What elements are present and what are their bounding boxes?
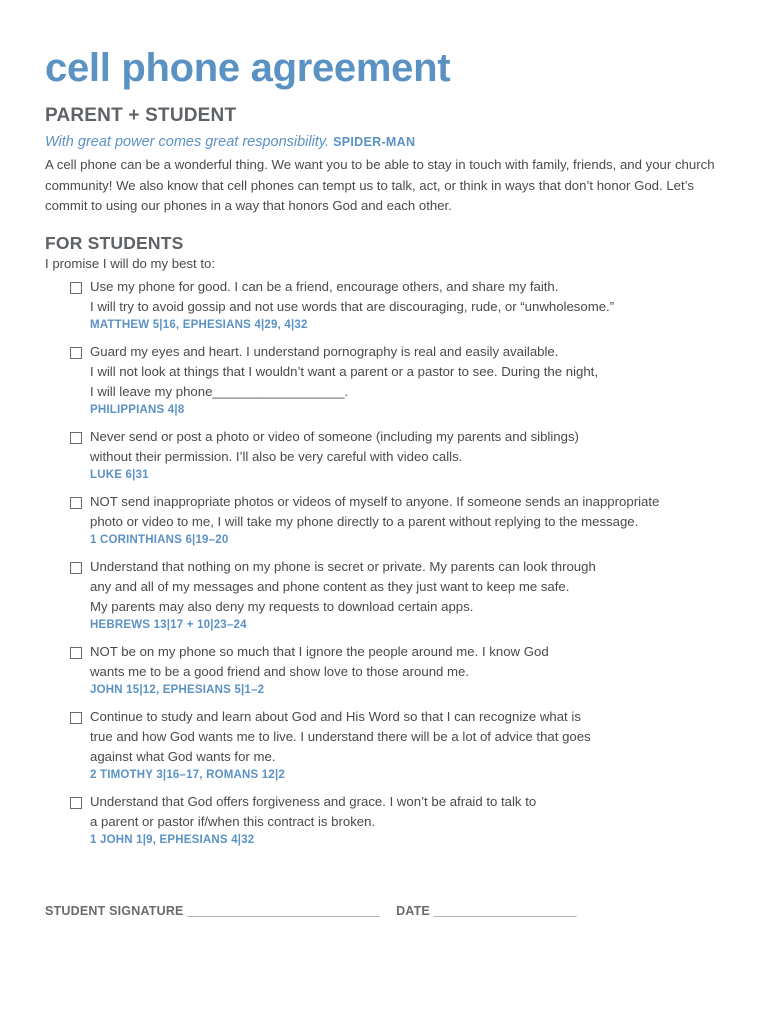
item-text: Use my phone for good. I can be a friend, encourage others, and share my faith. I will try to avoid gossip and not use words that are discouraging, rude, or “unwholesome.” — [90, 278, 615, 314]
item-text: NOT send inappropriate photos or videos of myself to anyone. If someone sends an inappropriate photo or video to me, I will take my phone directly to a parent without replying to the message. — [90, 493, 660, 529]
signature-line — [45, 904, 589, 918]
page-title: cell phone agreement — [45, 46, 451, 90]
checkbox[interactable] — [70, 497, 82, 509]
subtitle: PARENT + STUDENT — [45, 105, 237, 126]
section-title: FOR STUDENTS — [45, 232, 184, 253]
checklist-item — [45, 342, 735, 419]
item-text: Never send or post a photo or video of someone (including my parents and siblings) without their permission. I’ll also be very careful with video calls. — [90, 428, 579, 464]
checkbox[interactable] — [70, 432, 82, 444]
student-signature-field[interactable]: STUDENT SIGNATURE ___________________________ — [45, 904, 381, 918]
intro-paragraph: A cell phone can be a wonderful thing. We want you to be able to stay in touch with family, friends, and your church community! We also know that cell phones can tempt us to talk, act, or think in ways that don’t honor God. Let’s commit to using our phones in a way that honors God and each other. — [45, 157, 715, 213]
quote — [45, 133, 735, 152]
scripture-reference: PHILIPPIANS 4|8 — [90, 403, 185, 416]
scripture-reference: 2 TIMOTHY 3|16–17, ROMANS 12|2 — [90, 768, 286, 781]
scripture-reference: LUKE 6|31 — [90, 468, 149, 481]
item-text: Understand that nothing on my phone is secret or private. My parents can look through any and all of my messages and phone content as they just want to keep me safe. My parents may also deny my requests to download certain apps. — [90, 558, 596, 614]
date-field[interactable]: DATE ____________________ — [396, 904, 577, 918]
checklist-item — [45, 707, 735, 784]
checkbox[interactable] — [70, 647, 82, 659]
checkbox[interactable] — [70, 562, 82, 574]
quote-text: With great power comes great responsibility. — [45, 134, 330, 150]
promise-text: I promise I will do my best to: — [45, 255, 216, 271]
scripture-reference: 1 CORINTHIANS 6|19–20 — [90, 533, 229, 546]
item-text: Understand that God offers forgiveness and grace. I won’t be afraid to talk to a parent or pastor if/when this contract is broken. — [90, 793, 537, 829]
item-text: Continue to study and learn about God and His Word so that I can recognize what is true and how God wants me to live. I understand there will be a lot of advice that goes against what God wants for me. — [90, 708, 591, 764]
checklist-item — [45, 557, 735, 634]
checkbox[interactable] — [70, 347, 82, 359]
quote-author: SPIDER-MAN — [333, 135, 416, 149]
checklist-item — [45, 792, 735, 849]
checklist-item — [45, 277, 735, 334]
scripture-reference: JOHN 15|12, EPHESIANS 5|1–2 — [90, 683, 265, 696]
scripture-reference: HEBREWS 13|17 + 10|23–24 — [90, 618, 247, 631]
item-text: Guard my eyes and heart. I understand pornography is real and easily available. I will not look at things that I wouldn’t want a parent or a pastor to see. During the night, I will leave my phone__________________. — [90, 343, 599, 399]
checklist-item — [45, 492, 735, 549]
item-text: NOT be on my phone so much that I ignore the people around me. I know God wants me to be a good friend and show love to those around me. — [90, 643, 549, 679]
agreement-page — [45, 44, 735, 857]
checklist — [45, 277, 735, 849]
scripture-reference: 1 JOHN 1|9, EPHESIANS 4|32 — [90, 833, 255, 846]
checkbox[interactable] — [70, 712, 82, 724]
checklist-item — [45, 427, 735, 484]
checklist-item — [45, 642, 735, 699]
checkbox[interactable] — [70, 797, 82, 809]
scripture-reference: MATTHEW 5|16, EPHESIANS 4|29, 4|32 — [90, 318, 308, 331]
checkbox[interactable] — [70, 282, 82, 294]
